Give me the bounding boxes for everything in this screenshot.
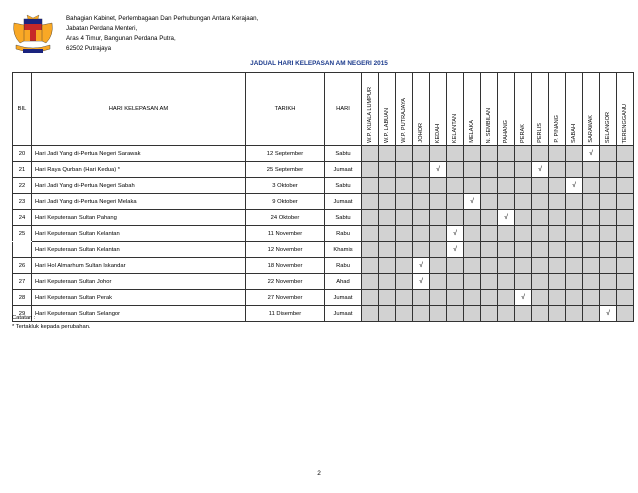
cell-state bbox=[379, 306, 396, 322]
cell-state bbox=[498, 194, 515, 210]
cell-state bbox=[447, 194, 464, 210]
cell-state bbox=[362, 210, 379, 226]
cell-holiday-name: Hari Keputeraan Sultan Selangor bbox=[32, 306, 246, 322]
cell-state bbox=[362, 162, 379, 178]
col-header-state bbox=[532, 73, 549, 146]
cell-state bbox=[379, 146, 396, 162]
cell-state bbox=[447, 146, 464, 162]
state-label: PAHANG bbox=[503, 119, 509, 143]
cell-state bbox=[396, 274, 413, 290]
cell-holiday-name: Hari Jadi Yang di-Pertua Negeri Sabah bbox=[32, 178, 246, 194]
cell-state bbox=[600, 226, 617, 242]
state-label: KELANTAN bbox=[452, 113, 458, 143]
cell-state bbox=[481, 274, 498, 290]
cell-bil: 23 bbox=[13, 194, 32, 210]
cell-bil: 20 bbox=[13, 146, 32, 162]
cell-date: 3 Oktober bbox=[246, 178, 325, 194]
cell-state bbox=[600, 290, 617, 306]
cell-state bbox=[447, 162, 464, 178]
state-label: KEDAH bbox=[435, 123, 441, 143]
cell-state bbox=[481, 210, 498, 226]
cell-state bbox=[532, 274, 549, 290]
cell-day: Khamis bbox=[325, 242, 362, 258]
cell-state bbox=[379, 274, 396, 290]
cell-state bbox=[515, 274, 532, 290]
cell-bil: 26 bbox=[13, 258, 32, 274]
cell-state bbox=[549, 210, 566, 226]
cell-state bbox=[515, 162, 532, 178]
cell-state-tick: √ bbox=[430, 162, 447, 178]
table-row bbox=[13, 162, 634, 178]
sender-address bbox=[66, 14, 258, 54]
cell-state bbox=[413, 290, 430, 306]
cell-state bbox=[583, 290, 600, 306]
cell-state bbox=[515, 306, 532, 322]
state-label: W.P. PUTRAJAYA bbox=[401, 98, 407, 143]
cell-state bbox=[566, 274, 583, 290]
cell-holiday-name: Hari Keputeraan Sultan Johor bbox=[32, 274, 246, 290]
cell-state bbox=[413, 210, 430, 226]
col-header-state bbox=[430, 73, 447, 146]
address-line: Jabatan Perdana Menteri, bbox=[66, 25, 138, 32]
cell-state bbox=[430, 146, 447, 162]
cell-state bbox=[566, 226, 583, 242]
table-row bbox=[13, 146, 634, 162]
table-row bbox=[13, 194, 634, 210]
cell-state bbox=[379, 258, 396, 274]
cell-state bbox=[498, 146, 515, 162]
cell-bil bbox=[13, 242, 32, 258]
cell-state bbox=[430, 290, 447, 306]
cell-state bbox=[413, 194, 430, 210]
cell-state bbox=[549, 226, 566, 242]
cell-state bbox=[464, 290, 481, 306]
cell-state bbox=[600, 162, 617, 178]
cell-date: 11 November bbox=[246, 226, 325, 242]
cell-day: Rabu bbox=[325, 226, 362, 242]
cell-state bbox=[566, 258, 583, 274]
cell-state bbox=[600, 258, 617, 274]
cell-state bbox=[532, 194, 549, 210]
cell-state bbox=[532, 306, 549, 322]
state-label: SARAWAK bbox=[588, 115, 594, 143]
state-label: PERLIS bbox=[537, 123, 543, 143]
cell-state-tick: √ bbox=[498, 210, 515, 226]
cell-bil: 27 bbox=[13, 274, 32, 290]
cell-state bbox=[532, 290, 549, 306]
cell-day: Sabtu bbox=[325, 178, 362, 194]
cell-state bbox=[617, 306, 634, 322]
cell-state bbox=[379, 290, 396, 306]
state-label: TERENGGANU bbox=[622, 103, 628, 143]
col-header-state bbox=[515, 73, 532, 146]
cell-bil: 21 bbox=[13, 162, 32, 178]
cell-state bbox=[481, 146, 498, 162]
cell-state bbox=[515, 210, 532, 226]
cell-state bbox=[464, 306, 481, 322]
col-header-bil: BIL bbox=[13, 73, 32, 146]
cell-state bbox=[617, 178, 634, 194]
notes-heading: Catatan : bbox=[12, 315, 36, 321]
cell-state bbox=[549, 258, 566, 274]
table-row bbox=[13, 210, 634, 226]
cell-bil: 24 bbox=[13, 210, 32, 226]
cell-date: 18 November bbox=[246, 258, 325, 274]
cell-state bbox=[396, 146, 413, 162]
cell-state bbox=[566, 290, 583, 306]
cell-state bbox=[362, 226, 379, 242]
cell-state bbox=[583, 226, 600, 242]
cell-date: 22 November bbox=[246, 274, 325, 290]
cell-state bbox=[498, 178, 515, 194]
cell-state-tick: √ bbox=[413, 258, 430, 274]
cell-state bbox=[515, 258, 532, 274]
col-header-state bbox=[566, 73, 583, 146]
cell-day: Jumaat bbox=[325, 306, 362, 322]
cell-state bbox=[583, 274, 600, 290]
col-header-state bbox=[379, 73, 396, 146]
cell-state bbox=[430, 306, 447, 322]
cell-state bbox=[566, 162, 583, 178]
cell-state bbox=[430, 178, 447, 194]
cell-state bbox=[617, 226, 634, 242]
table-body bbox=[13, 146, 634, 322]
cell-state bbox=[396, 210, 413, 226]
cell-day: Rabu bbox=[325, 258, 362, 274]
cell-state bbox=[617, 274, 634, 290]
state-label: PERAK bbox=[520, 124, 526, 143]
document-title: JADUAL HARI KELEPASAN AM NEGERI 2015 bbox=[250, 60, 388, 67]
cell-state bbox=[498, 226, 515, 242]
notes bbox=[12, 314, 91, 332]
cell-state bbox=[481, 162, 498, 178]
cell-state bbox=[498, 290, 515, 306]
cell-state bbox=[549, 242, 566, 258]
cell-state-tick: √ bbox=[464, 194, 481, 210]
cell-day: Jumaat bbox=[325, 194, 362, 210]
col-header-state bbox=[464, 73, 481, 146]
cell-state bbox=[413, 178, 430, 194]
cell-state bbox=[430, 194, 447, 210]
cell-state bbox=[481, 226, 498, 242]
cell-state bbox=[413, 306, 430, 322]
cell-state bbox=[566, 146, 583, 162]
cell-day: Sabtu bbox=[325, 210, 362, 226]
state-label: W.P. KUALA LUMPUR bbox=[367, 87, 373, 143]
cell-holiday-name: Hari Keputeraan Sultan Kelantan bbox=[32, 226, 246, 242]
cell-bil: 29 bbox=[13, 306, 32, 322]
state-label: MELAKA bbox=[469, 120, 475, 143]
cell-state bbox=[430, 210, 447, 226]
cell-state bbox=[396, 194, 413, 210]
cell-state bbox=[532, 258, 549, 274]
col-header-state bbox=[413, 73, 430, 146]
cell-state bbox=[498, 306, 515, 322]
col-header-state bbox=[362, 73, 379, 146]
cell-state bbox=[617, 290, 634, 306]
cell-state-tick: √ bbox=[515, 290, 532, 306]
cell-state-tick: √ bbox=[532, 162, 549, 178]
cell-state bbox=[515, 178, 532, 194]
cell-state bbox=[532, 226, 549, 242]
cell-state bbox=[549, 274, 566, 290]
cell-state bbox=[447, 178, 464, 194]
cell-state-tick: √ bbox=[413, 274, 430, 290]
cell-holiday-name: Hari Jadi Yang di-Pertua Negeri Melaka bbox=[32, 194, 246, 210]
table-row bbox=[13, 306, 634, 322]
table-row bbox=[13, 258, 634, 274]
cell-state bbox=[617, 194, 634, 210]
cell-state bbox=[583, 210, 600, 226]
col-header-name: HARI KELEPASAN AM bbox=[32, 73, 246, 146]
cell-day: Jumaat bbox=[325, 290, 362, 306]
cell-state bbox=[464, 258, 481, 274]
cell-date: 9 Oktober bbox=[246, 194, 325, 210]
state-label: SABAH bbox=[571, 124, 577, 143]
cell-state bbox=[549, 306, 566, 322]
cell-bil: 25 bbox=[13, 226, 32, 242]
table-row bbox=[13, 226, 634, 242]
cell-state bbox=[362, 258, 379, 274]
col-header-state bbox=[549, 73, 566, 146]
holiday-table bbox=[12, 72, 634, 322]
cell-state bbox=[396, 162, 413, 178]
cell-state bbox=[379, 178, 396, 194]
cell-state bbox=[447, 274, 464, 290]
cell-state-tick: √ bbox=[600, 306, 617, 322]
cell-state bbox=[447, 290, 464, 306]
cell-state bbox=[362, 194, 379, 210]
state-label: W.P. LABUAN bbox=[384, 107, 390, 143]
cell-state bbox=[515, 242, 532, 258]
col-header-state bbox=[617, 73, 634, 146]
cell-state bbox=[583, 242, 600, 258]
cell-bil: 22 bbox=[13, 178, 32, 194]
cell-state bbox=[379, 194, 396, 210]
cell-state bbox=[498, 274, 515, 290]
address-line: Aras 4 Timur, Bangunan Perdana Putra, bbox=[66, 35, 176, 42]
cell-holiday-name: Hari Keputeraan Sultan Perak bbox=[32, 290, 246, 306]
cell-state bbox=[583, 194, 600, 210]
cell-state bbox=[600, 274, 617, 290]
cell-state bbox=[549, 194, 566, 210]
cell-state bbox=[532, 210, 549, 226]
cell-state bbox=[413, 146, 430, 162]
cell-state bbox=[481, 178, 498, 194]
col-header-date: TARIKH bbox=[246, 73, 325, 146]
cell-state bbox=[362, 146, 379, 162]
col-header-state bbox=[481, 73, 498, 146]
cell-state bbox=[379, 210, 396, 226]
cell-state bbox=[617, 210, 634, 226]
cell-state bbox=[396, 178, 413, 194]
cell-state bbox=[549, 146, 566, 162]
cell-state bbox=[379, 226, 396, 242]
cell-date: 12 September bbox=[246, 146, 325, 162]
cell-state bbox=[481, 194, 498, 210]
cell-state-tick: √ bbox=[566, 178, 583, 194]
state-label: SELANGOR bbox=[605, 111, 611, 143]
cell-state bbox=[481, 290, 498, 306]
cell-state bbox=[413, 242, 430, 258]
cell-state bbox=[498, 258, 515, 274]
cell-holiday-name: Hari Raya Qurban (Hari Kedua) * bbox=[32, 162, 246, 178]
cell-state-tick: √ bbox=[583, 146, 600, 162]
state-label: N. SEMBILAN bbox=[486, 107, 492, 143]
cell-day: Ahad bbox=[325, 274, 362, 290]
cell-state bbox=[617, 242, 634, 258]
cell-state bbox=[498, 162, 515, 178]
cell-state bbox=[430, 258, 447, 274]
table-header-row bbox=[13, 73, 634, 146]
cell-state bbox=[566, 194, 583, 210]
cell-state bbox=[464, 162, 481, 178]
table-row bbox=[13, 242, 634, 258]
cell-holiday-name: Hari Jadi Yang di-Pertua Negeri Sarawak bbox=[32, 146, 246, 162]
cell-state bbox=[583, 306, 600, 322]
cell-date: 27 November bbox=[246, 290, 325, 306]
malaysia-coat-of-arms-logo bbox=[10, 13, 56, 55]
cell-date: 11 Disember bbox=[246, 306, 325, 322]
cell-bil: 28 bbox=[13, 290, 32, 306]
cell-state bbox=[566, 306, 583, 322]
cell-state bbox=[532, 242, 549, 258]
cell-state bbox=[362, 274, 379, 290]
cell-date: 25 September bbox=[246, 162, 325, 178]
cell-state bbox=[464, 242, 481, 258]
cell-state bbox=[430, 242, 447, 258]
cell-state bbox=[583, 258, 600, 274]
cell-state bbox=[464, 226, 481, 242]
cell-state bbox=[549, 178, 566, 194]
cell-state bbox=[413, 226, 430, 242]
cell-state bbox=[379, 162, 396, 178]
cell-state bbox=[430, 226, 447, 242]
cell-state bbox=[396, 306, 413, 322]
table-row bbox=[13, 178, 634, 194]
cell-state bbox=[413, 162, 430, 178]
cell-state bbox=[515, 194, 532, 210]
address-line: Bahagian Kabinet, Perlembagaan Dan Perhubungan Antara Kerajaan, bbox=[66, 15, 259, 22]
cell-state bbox=[617, 162, 634, 178]
col-header-state bbox=[447, 73, 464, 146]
cell-holiday-name: Hari Keputeraan Sultan Kelantan bbox=[32, 242, 246, 258]
cell-state bbox=[600, 210, 617, 226]
cell-state bbox=[396, 242, 413, 258]
address-line: 62502 Putrajaya bbox=[66, 45, 112, 52]
cell-state bbox=[600, 242, 617, 258]
cell-state-tick: √ bbox=[447, 242, 464, 258]
cell-state bbox=[396, 290, 413, 306]
cell-date: 12 November bbox=[246, 242, 325, 258]
cell-day: Sabtu bbox=[325, 146, 362, 162]
cell-state bbox=[583, 162, 600, 178]
col-header-state bbox=[396, 73, 413, 146]
cell-state bbox=[481, 242, 498, 258]
cell-state bbox=[464, 178, 481, 194]
cell-state bbox=[498, 242, 515, 258]
state-label: JOHOR bbox=[418, 123, 424, 143]
cell-state bbox=[430, 274, 447, 290]
cell-state bbox=[379, 242, 396, 258]
cell-holiday-name: Hari Hol Almarhum Sultan Iskandar bbox=[32, 258, 246, 274]
col-header-state bbox=[498, 73, 515, 146]
page-number: 2 bbox=[317, 470, 321, 477]
cell-state bbox=[447, 210, 464, 226]
cell-state bbox=[583, 178, 600, 194]
cell-state bbox=[464, 210, 481, 226]
cell-state bbox=[464, 146, 481, 162]
cell-state bbox=[481, 306, 498, 322]
table-row bbox=[13, 274, 634, 290]
cell-state bbox=[515, 146, 532, 162]
cell-state bbox=[464, 274, 481, 290]
cell-state bbox=[549, 162, 566, 178]
cell-state bbox=[362, 242, 379, 258]
state-label: P. PINANG bbox=[554, 115, 560, 143]
note-item: * Tertakluk kepada perubahan. bbox=[12, 324, 91, 330]
cell-state bbox=[396, 226, 413, 242]
cell-state bbox=[481, 258, 498, 274]
col-header-state bbox=[600, 73, 617, 146]
cell-state bbox=[362, 178, 379, 194]
col-header-day: HARI bbox=[325, 73, 362, 146]
cell-state bbox=[617, 258, 634, 274]
cell-state bbox=[549, 290, 566, 306]
cell-holiday-name: Hari Keputeraan Sultan Pahang bbox=[32, 210, 246, 226]
cell-day: Jumaat bbox=[325, 162, 362, 178]
cell-state bbox=[362, 290, 379, 306]
cell-state-tick: √ bbox=[447, 226, 464, 242]
cell-state bbox=[566, 242, 583, 258]
cell-state bbox=[362, 306, 379, 322]
table-row bbox=[13, 290, 634, 306]
cell-state bbox=[566, 210, 583, 226]
cell-state bbox=[600, 178, 617, 194]
cell-state bbox=[600, 146, 617, 162]
cell-state bbox=[396, 258, 413, 274]
cell-date: 24 Oktober bbox=[246, 210, 325, 226]
cell-state bbox=[532, 178, 549, 194]
cell-state bbox=[447, 306, 464, 322]
cell-state bbox=[532, 146, 549, 162]
col-header-state bbox=[583, 73, 600, 146]
cell-state bbox=[447, 258, 464, 274]
cell-state bbox=[600, 194, 617, 210]
cell-state bbox=[617, 146, 634, 162]
cell-state bbox=[515, 226, 532, 242]
